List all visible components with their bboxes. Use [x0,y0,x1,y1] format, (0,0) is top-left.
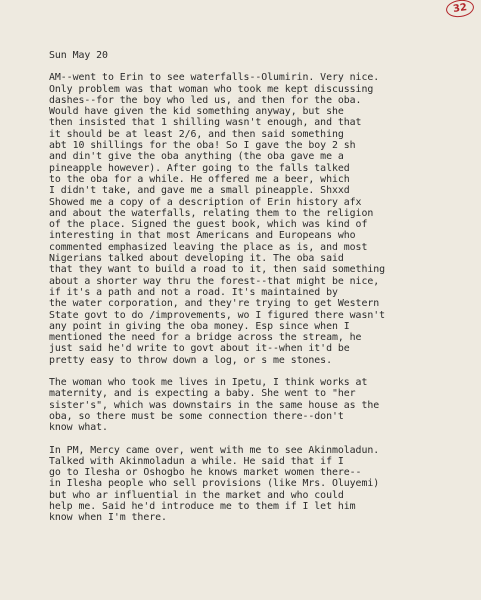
text-line: help me. Said he'd introduce me to them if I let him [49,500,356,512]
paragraph [49,72,479,366]
paragraph [49,445,479,524]
text-line: and about the waterfalls, relating them to the religion [49,207,374,219]
text-line: Only problem was that woman who took me kept discussing [49,83,374,95]
text-line: the water corporation, and they're trying to get Western [49,298,380,310]
text-line: in Ilesha people who sell provisions (like Mrs. Oluyemi) [49,478,380,490]
text-line: The woman who took me lives in Ipetu, I think works at [49,377,368,389]
text-line: know when I'm there. [49,512,167,524]
text-line: sister's", which was downstairs in the same house as the [49,399,380,411]
text-line: that they want to build a road to it, then said something [49,264,386,276]
diary-entries [49,72,479,523]
text-line: State govt to do /improvements, wo I figured there wasn't [49,309,386,321]
text-line: In PM, Mercy came over, went with me to see Akinmoladun. [49,444,380,456]
paragraph [49,377,479,433]
text-line: pretty easy to throw down a log, or s me stones. [49,354,332,366]
text-line: Talked with Akinmoladun a while. He said that if I [49,455,344,467]
text-line: pineapple however). After going to the falls talked [49,162,350,174]
date-heading: Sun May 20 [49,50,108,61]
text-line: Showed me a copy of a description of Erin history afx [49,196,362,208]
text-line: to the oba for a while. He offered me a beer, which [49,173,350,185]
page-number-stamp: 32 [445,0,475,19]
text-line: interesting in that most Americans and Europeans who [49,230,356,242]
text-line: know what. [49,422,108,434]
text-line: about a shorter way thru the forest--that might be nice, [49,275,380,287]
text-line: mentioned the need for a bridge across the stream, he [49,332,362,344]
paragraph-gap [49,434,479,445]
text-line: Would have given the kid something anyway, but she [49,106,344,118]
text-line: but who ar influential in the market and who could [49,489,344,501]
text-line: go to Ilesha or Oshogbo he knows market women there-- [49,467,362,479]
typed-text-body [49,50,479,524]
text-line: abt 10 shillings for the oba! So I gave the boy 2 sh [49,140,356,152]
paragraph-gap [49,366,479,377]
text-line: Nigerians talked about developing it. The oba said [49,253,344,265]
text-line: then insisted that 1 shilling wasn't enough, and that [49,117,362,129]
text-line: I didn't take, and gave me a small pineapple. Shxxd [49,185,350,197]
text-line: any point in giving the oba money. Esp since when I [49,320,350,332]
text-line: and din't give the oba anything (the oba gave me a [49,151,344,163]
text-line: AM--went to Erin to see waterfalls--Olumirin. Very nice. [49,72,380,84]
text-line: it should be at least 2/6, and then said something [49,128,344,140]
text-line: just said he'd write to govt about it--when it'd be [49,343,350,355]
text-line: dashes--for the boy who led us, and then for the oba. [49,94,362,106]
text-line: commented emphasized leaving the place as is, and most [49,241,368,253]
text-line: maternity, and is expecting a baby. She went to "her [49,388,356,400]
text-line: if it's a path and not a road. It's maintained by [49,286,338,298]
text-line: of the place. Signed the guest book, which was kind of [49,219,368,231]
text-line: oba, so there must be some connection there--don't [49,410,344,422]
